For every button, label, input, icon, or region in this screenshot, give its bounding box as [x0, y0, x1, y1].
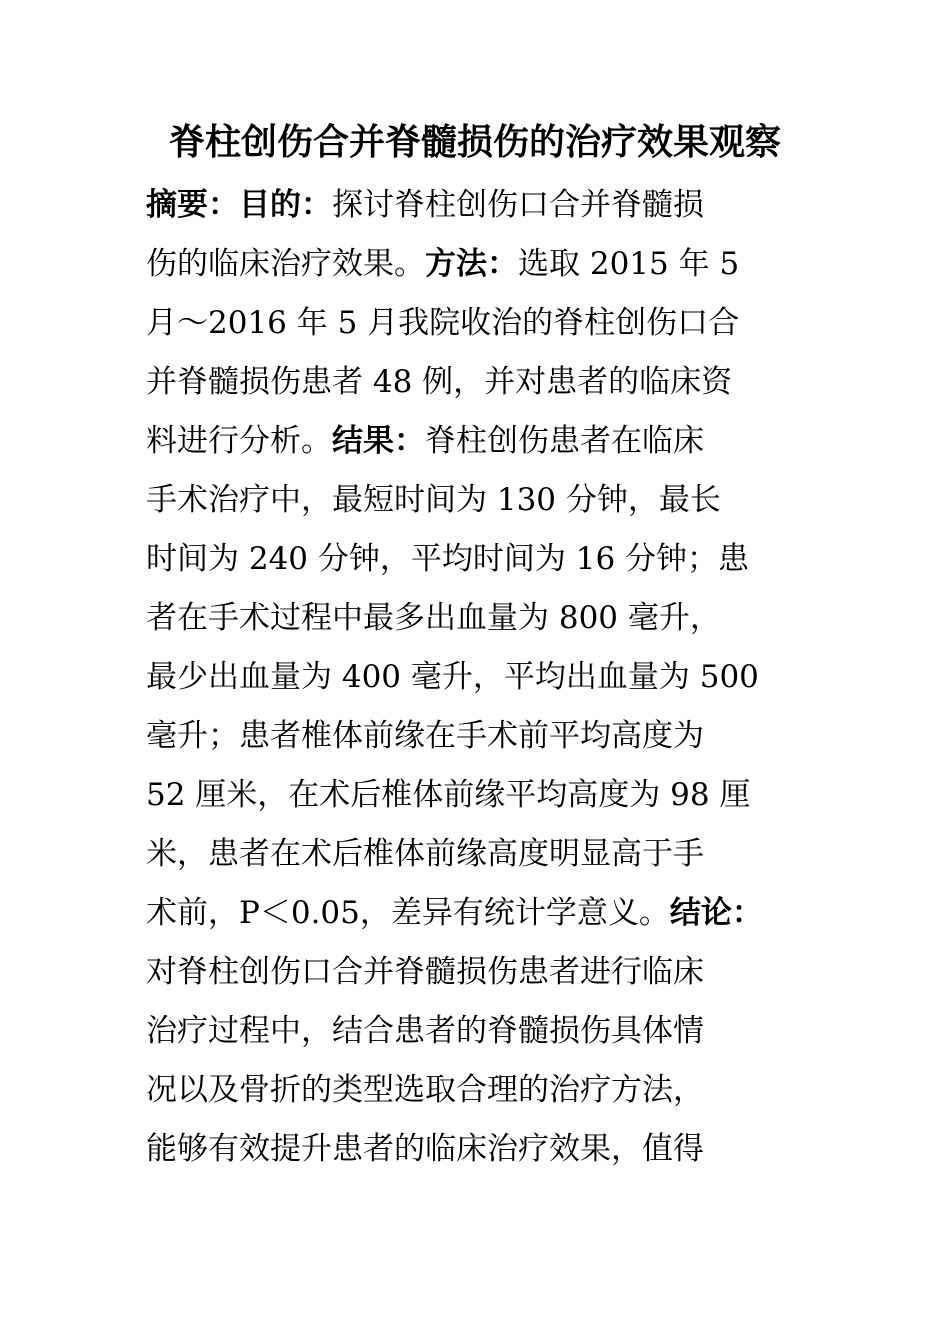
text-line [146, 471, 826, 530]
text-segment: 月～2016 年 5 月我院收治的脊柱创伤口合 [146, 305, 740, 341]
text-segment: 对脊柱创伤口合并脊髓损伤患者进行临床 [146, 954, 704, 990]
text-line [146, 294, 826, 353]
text-segment: 能够有效提升患者的临床治疗效果，值得 [146, 1131, 704, 1167]
text-segment: 最少出血量为 400 毫升，平均出血量为 500 [146, 659, 759, 695]
text-line [146, 1061, 826, 1120]
text-segment: 治疗过程中，结合患者的脊髓损伤具体情 [146, 1013, 704, 1049]
text-segment: 选取 2015 年 5 [518, 246, 740, 282]
text-segment: 况以及骨折的类型选取合理的治疗方法， [146, 1072, 704, 1108]
text-segment: 并脊髓损伤患者 48 例，并对患者的临床资 [146, 364, 733, 400]
text-line [146, 353, 826, 412]
text-segment: 料进行分析。 [146, 423, 332, 459]
text-segment: 脊柱创伤患者在临床 [425, 423, 704, 459]
text-segment: 毫升；患者椎体前缘在手术前平均高度为 [146, 718, 704, 754]
text-line [146, 648, 826, 707]
page-title: 脊柱创伤合并脊髓损伤的治疗效果观察 [168, 121, 781, 163]
section-keyword: 结论： [669, 895, 763, 931]
text-line [146, 176, 826, 235]
text-segment: 者在手术过程中最多出血量为 800 毫升， [146, 600, 721, 636]
text-line [146, 235, 826, 294]
text-line [146, 1002, 826, 1061]
text-line [146, 1120, 826, 1179]
text-segment: 伤的临床治疗效果。 [146, 246, 425, 282]
text-segment: 手术治疗中，最短时间为 130 分钟，最长 [146, 482, 721, 518]
text-line [146, 412, 826, 471]
text-line [146, 530, 826, 589]
section-keyword: 摘要：目的： [146, 187, 332, 223]
text-line [146, 707, 826, 766]
text-segment: 术前，P＜0.05，差异有统计学意义。 [146, 895, 670, 931]
text-segment: 米，患者在术后椎体前缘高度明显高于手 [146, 836, 704, 872]
text-line [146, 825, 826, 884]
text-segment: 时间为 240 分钟，平均时间为 16 分钟；患 [146, 541, 750, 577]
section-keyword: 方法： [425, 246, 518, 282]
section-keyword: 结果： [332, 423, 425, 459]
text-line [146, 943, 826, 1002]
text-line [146, 589, 826, 648]
text-line [146, 766, 826, 825]
abstract-body [146, 176, 826, 1179]
text-segment: 探讨脊柱创伤口合并脊髓损 [332, 187, 704, 223]
text-line [146, 884, 826, 943]
text-segment: 52 厘米，在术后椎体前缘平均高度为 98 厘 [146, 777, 751, 813]
